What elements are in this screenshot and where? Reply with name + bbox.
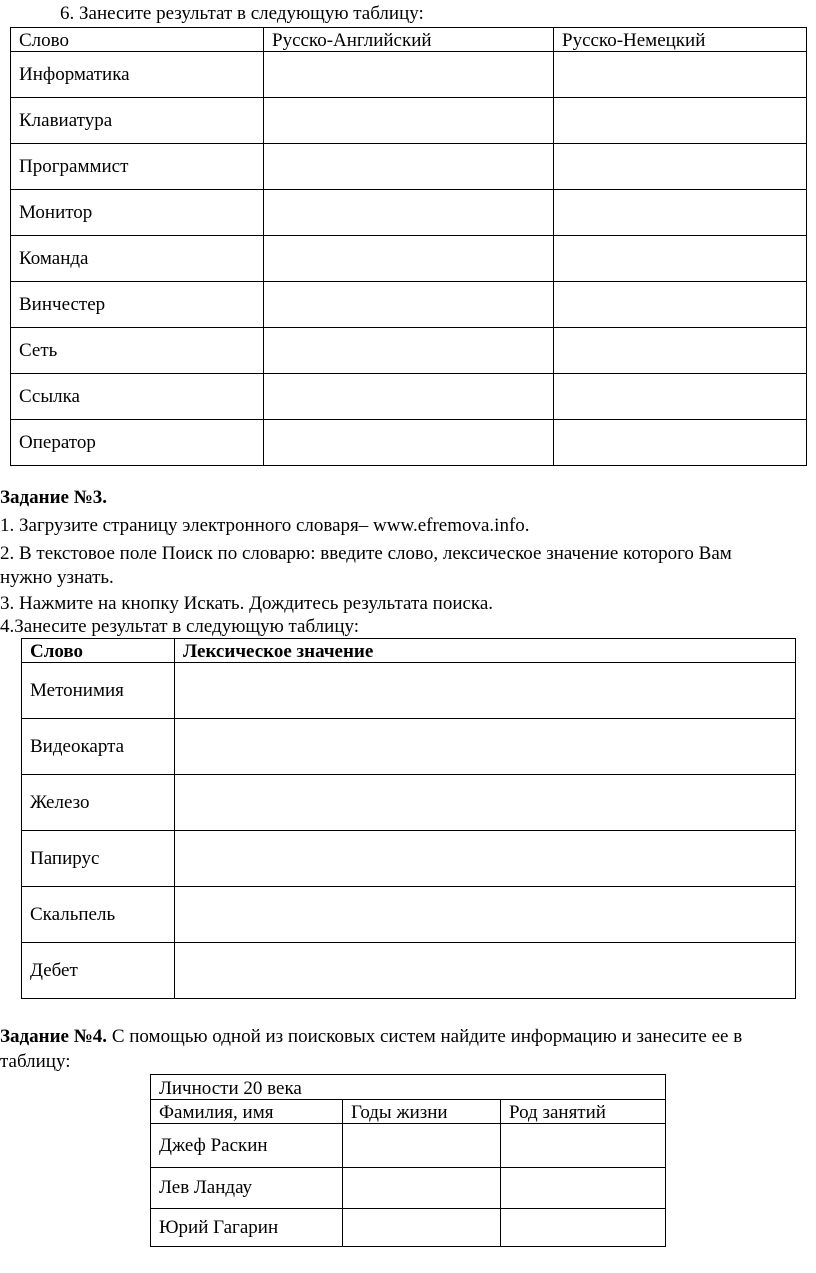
task-4-text-cont: таблицу: [0, 1051, 71, 1072]
word-cell: Винчестер [11, 282, 264, 328]
word-cell: Ссылка [11, 374, 264, 420]
personalities-table [150, 1074, 666, 1247]
name-cell: Юрий Гагарин [151, 1209, 343, 1247]
word-cell: Монитор [11, 190, 264, 236]
german-cell [554, 328, 807, 374]
word-cell: Оператор [11, 420, 264, 466]
word-cell: Папирус [22, 831, 175, 887]
word-cell: Видеокарта [22, 719, 175, 775]
word-cell: Скальпель [22, 887, 175, 943]
german-cell [554, 144, 807, 190]
english-cell [264, 420, 554, 466]
occupation-cell [501, 1124, 666, 1168]
task-3-step-2-cont: нужно узнать. [0, 567, 114, 588]
english-cell [264, 98, 554, 144]
meaning-cell [175, 775, 796, 831]
german-cell [554, 236, 807, 282]
task-4-line [0, 1025, 742, 1049]
word-cell: Сеть [11, 328, 264, 374]
english-cell [264, 236, 554, 282]
german-cell [554, 374, 807, 420]
task-4-title: Задание №4. [0, 1026, 108, 1047]
word-cell: Клавиатура [11, 98, 264, 144]
name-cell: Лев Ландау [151, 1168, 343, 1209]
header-word: Слово [22, 639, 175, 663]
meaning-cell [175, 831, 796, 887]
english-cell [264, 328, 554, 374]
task-3-step-2: 2. В текстовое поле Поиск по словарю: введите слово, лексическое значение которого Вам [0, 543, 732, 564]
german-cell [554, 52, 807, 98]
meaning-cell [175, 719, 796, 775]
header-occupation: Род занятий [501, 1100, 666, 1124]
header-lexical-meaning: Лексическое значение [175, 639, 796, 663]
word-cell: Информатика [11, 52, 264, 98]
german-cell [554, 98, 807, 144]
header-word: Слово [11, 28, 264, 52]
meaning-cell [175, 663, 796, 719]
german-cell [554, 282, 807, 328]
meaning-cell [175, 943, 796, 999]
occupation-cell [501, 1209, 666, 1247]
german-cell [554, 190, 807, 236]
word-cell: Железо [22, 775, 175, 831]
header-russian-german: Русско-Немецкий [554, 28, 807, 52]
meaning-cell [175, 887, 796, 943]
english-cell [264, 282, 554, 328]
task-4-text: С помощью одной из поисковых систем найдите информацию и занесите ее в [107, 1026, 743, 1047]
years-cell [343, 1168, 501, 1209]
english-cell [264, 52, 554, 98]
word-cell: Метонимия [22, 663, 175, 719]
years-cell [343, 1124, 501, 1168]
task-3-step-3: 3. Нажмите на кнопку Искать. Дождитесь результата поиска. [0, 593, 494, 614]
english-cell [264, 144, 554, 190]
table-caption: Личности 20 века [151, 1075, 666, 1100]
step-6-text: 6. Занесите результат в следующую таблицу: [60, 3, 424, 24]
english-cell [264, 190, 554, 236]
years-cell [343, 1209, 501, 1247]
word-cell: Программист [11, 144, 264, 190]
english-cell [264, 374, 554, 420]
word-cell: Команда [11, 236, 264, 282]
translation-table [10, 27, 807, 466]
header-name: Фамилия, имя [151, 1100, 343, 1124]
header-years: Годы жизни [343, 1100, 501, 1124]
german-cell [554, 420, 807, 466]
task-3-step-1: 1. Загрузите страницу электронного словаря– www.efremova.info. [0, 515, 530, 536]
task-3-title: Задание №3. [0, 487, 108, 508]
name-cell: Джеф Раскин [151, 1124, 343, 1168]
lexical-meaning-table [21, 638, 796, 999]
task-3-step-4: 4.Занесите результат в следующую таблицу: [0, 616, 360, 637]
occupation-cell [501, 1168, 666, 1209]
word-cell: Дебет [22, 943, 175, 999]
header-russian-english: Русско-Английский [264, 28, 554, 52]
